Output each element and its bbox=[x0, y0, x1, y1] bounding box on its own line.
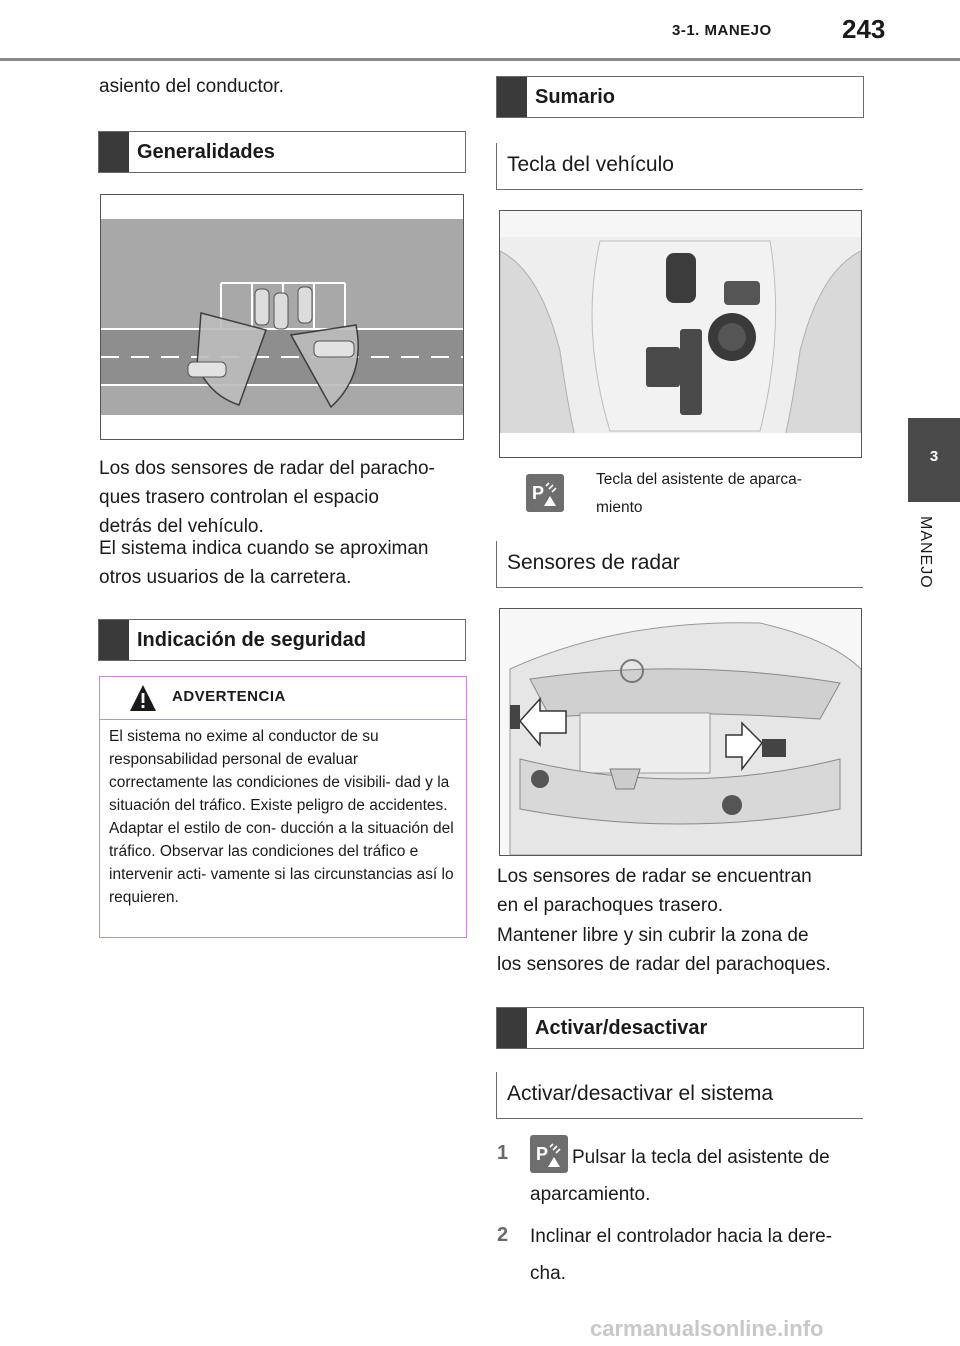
section-indicacion-seguridad: Indicación de seguridad bbox=[98, 619, 466, 661]
chapter-side-label: MANEJO bbox=[917, 516, 934, 589]
chapter-number: 3 bbox=[929, 448, 939, 465]
page-number: 243 bbox=[842, 14, 886, 44]
watermark: carmanualsonline.info bbox=[590, 1316, 824, 1341]
radar-coverage-figure bbox=[100, 194, 464, 440]
paragraph-sensores-ubicacion: Los sensores de radar se encuentran en el parachoques trasero. bbox=[497, 866, 812, 916]
paragraph-sistema-indica: El sistema indica cuando se aproximan otros usuarios de la carretera. bbox=[99, 538, 429, 588]
warning-box bbox=[99, 676, 467, 938]
paragraph-mantener-libre: Mantener libre y sin cubrir la zona de los sensores de radar del parachoques. bbox=[497, 925, 831, 975]
warning-text: El sistema no exime al conductor de su responsabilidad personal de evaluar correctamente las condiciones de visibili- dad y la situación del tráfico. Existe peligro de accidentes. Adaptar el estilo de con- ducción a la situación del tráfico. Observar las condiciones del tráfico e intervenir acti- vamente si las circunstancias así lo requieren. bbox=[109, 728, 454, 906]
continuation-text: asiento del conductor. bbox=[99, 76, 284, 97]
step-number: 2 bbox=[497, 1224, 509, 1246]
warning-triangle-icon bbox=[128, 683, 158, 713]
step-2-text: Inclinar el controlador hacia la dere- cha. bbox=[530, 1226, 833, 1284]
step-1-text-line-2: aparcamiento. bbox=[530, 1184, 651, 1205]
warning-header bbox=[100, 677, 466, 720]
step-number: 1 bbox=[497, 1142, 509, 1164]
subsection-activar-sistema: Activar/desactivar el sistema bbox=[496, 1072, 863, 1119]
running-header-section: 3-1. MANEJO bbox=[672, 22, 772, 39]
chapter-tab bbox=[908, 418, 960, 502]
section-generalidades: Generalidades bbox=[98, 131, 466, 173]
svg-text:P: P bbox=[532, 483, 545, 503]
section-sumario: Sumario bbox=[496, 76, 864, 118]
section-activar-desactivar: Activar/desactivar bbox=[496, 1007, 864, 1049]
paragraph-sensores-controlan: Los dos sensores de radar del paracho- ques trasero controlan el espacio detrás del vehículo. bbox=[99, 458, 435, 537]
subsection-tecla-vehiculo: Tecla del vehículo bbox=[496, 143, 863, 190]
subsection-sensores-radar: Sensores de radar bbox=[496, 541, 863, 588]
parking-assist-icon bbox=[526, 474, 564, 512]
center-console-figure bbox=[499, 210, 862, 458]
icon-caption: Tecla del asistente de aparca- miento bbox=[596, 471, 802, 516]
rear-bumper-figure bbox=[499, 608, 862, 856]
step-1-text-line-1: Pulsar la tecla del asistente de bbox=[572, 1147, 830, 1168]
parking-assist-icon bbox=[530, 1135, 568, 1173]
warning-title: ADVERTENCIA bbox=[172, 688, 286, 705]
svg-text:P: P bbox=[536, 1144, 549, 1164]
header-rule bbox=[0, 58, 960, 61]
